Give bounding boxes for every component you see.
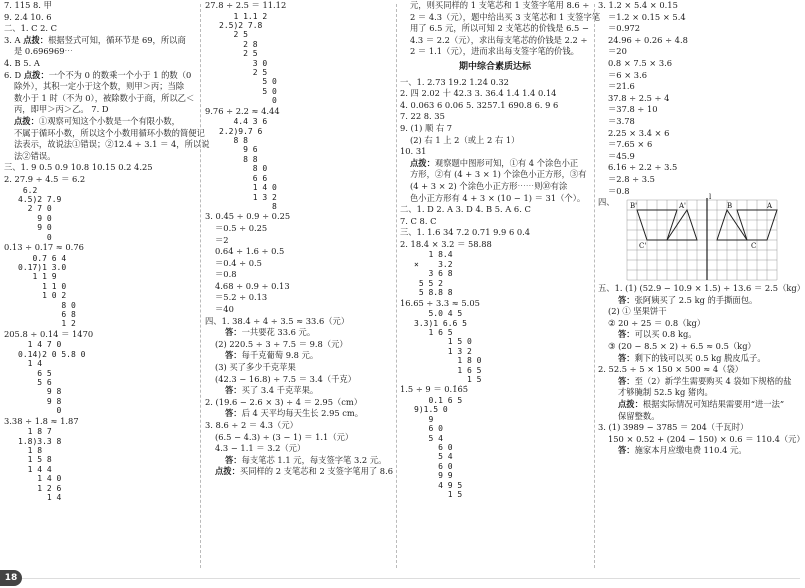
answer-line: 才够腌制 52.5 kg 猪肉。 [618,387,713,398]
answer-line: ＝5.2 ÷ 0.13 [215,292,268,303]
answer-line: ＝1.2 × 0.15 × 5.4 [608,11,686,22]
answer-line: 0.8 × 7.5 × 3.6 [608,57,673,68]
answer-line: 205.8 ÷ 0.14 ＝ 1470 [4,328,94,339]
answer-line: ＝6 × 3.6 [608,69,647,80]
column-1 [4,0,210,574]
answer-line: 一、1. 2.73 19.2 1.24 0.32 [400,76,509,87]
answer-line: ＝40 [215,304,234,315]
column-3 [400,0,601,574]
tip-label: 点拨： [23,69,49,80]
answer-line: 4.3 − 1.1 ＝ 3.2（元） [215,443,306,454]
answer-line: 答：张阿姨买了 2.5 kg 的手撕面包。 [618,294,758,305]
answer-line: 3.38 ÷ 1.8 ≈ 1.87 [4,415,79,426]
answer-line: 二、1. D 2. A 3. D 4. B 5. A 6. C [400,204,531,215]
answer-line: ＝0.4 ÷ 0.5 [215,257,262,268]
page-number: 18 [0,570,22,586]
answer-line: 答：至（2）新学生需要购买 4 袋如下规格的盐 [618,375,792,386]
long-division: 4.4 3 6 2.2)9.7 6 8 8 9 6 8 8 8 0 6 6 1 4 0 1 3 2 8 [219,117,277,211]
answer-line: ＝0.972 [608,23,641,34]
multiplication: 1 8.4 × 3.2 3 6 8 5 5 2 5 8.8 8 [414,250,453,298]
answer-line: 9. 2.4 10. 6 [4,11,52,22]
answer-line: 答：每千克葡萄 9.8 元。 [225,350,319,361]
answer-line: 27.8 ÷ 2.5 ＝ 11.12 [205,0,287,10]
answer-line: 二、1. C 2. C [4,23,58,34]
answer-line: 2 ＝ 1.1（元），进而求出每支签字笔的价钱。 [410,46,579,57]
answer-line: (4 + 3 × 2) 个涂色小正方形⋯⋯则⑩有涂 [410,180,568,191]
answer-line: ＝0.5 ÷ 0.25 [215,222,268,233]
answer-line: 2. 52.5 ÷ 5 × 150 × 500 ≈ 4（袋） [598,364,744,375]
answer-line: (2) 220.5 ÷ 3 ÷ 7.5 ＝ 9.8（元） [215,338,348,349]
answer-line: 三、1. 1.6 34 7.2 0.71 9.9 6 0.4 [400,227,531,238]
answer-line: ③ (20 − 8.5 × 2) ÷ 6.5 ≈ 0.5（kg） [608,341,756,352]
answer-line: 3. (1) 3989 − 3785 ＝ 204（千瓦时） [598,422,749,433]
answer-line: ＝21.6 [608,81,635,92]
long-division: 5.0 4 5 3.3)1 6.6 5 1 6 5 1 5 0 1 3 2 1 8 0 1 6 5 1 5 [414,309,482,384]
answer-line: 2. 27.9 ÷ 4.5 ＝ 6.2 [4,173,86,184]
answer-line: 2.25 × 3.4 × 6 [608,127,670,138]
answer-line: 点拨：观察题中图形可知，①有 4 个涂色小正 [410,157,579,168]
answer-line: 9. (1) 顺 右 7 [400,122,453,133]
answer-line: 答：每支笔芯 1.1 元，每支签字笔 3.2 元。 [225,454,387,465]
answer-line: 2. 四 2.02 十 42.3 3. 36.4 1.4 1.4 0.14 [400,88,557,99]
answer-line: 答：买了 3.4 千克苹果。 [225,385,319,396]
answer-line: ＝2 [215,234,229,245]
column-2 [205,0,393,574]
answer-line: 0.64 ÷ 1.6 ÷ 0.5 [215,246,285,257]
column-divider [396,4,397,568]
answer-line: (42.3 − 16.8) ÷ 7.5 ＝ 3.4（千克） [215,373,357,384]
answer-line: (6.5 − 4.3) ÷ (3 − 1) ＝ 1.1（元） [215,431,354,442]
answer-line: ＝0.8 [608,185,630,196]
answer-line: 五、1. (1) (52.9 − 10.9 × 1.5) ÷ 13.6 ＝ 2.5（kg） [598,283,805,294]
grid-label: B [726,202,732,211]
answer-line: 3. A 点拨：根据竖式可知，循环节是 69，所以商 [4,34,186,45]
long-division: 1 4 7 0 0.14)2 0 5.8 0 1 4 6 5 5 6 9 8 9 8 0 [18,340,86,416]
answer-line: 7. 115 8. 甲 [4,0,52,10]
answer-line: 除外），其积一定小于这个数，则甲＞丙；当除 [14,81,185,92]
long-division: 1 1.1 2 2.5)2 7.8 2 5 2 8 2 5 3 0 2 5 5 0 5 0 0 [219,11,277,106]
answer-line: 7. C 8. C [400,215,437,226]
answer-line: 答：可以买 0.8 kg。 [618,329,697,340]
tip-label: 点拨： [23,34,49,45]
answer-line: 3. 8.6 ÷ 2 ＝ 4.3（元） [205,420,298,430]
answer-line: 法②错误。 [14,150,56,161]
answer-line: 数小于 1 时（不为 0），被除数小于商，所以乙＜ [14,92,195,103]
column-divider [200,4,201,568]
answer-line: ＝45.9 [608,150,635,161]
answer-line: 0.13 ÷ 0.17 ≈ 0.76 [4,241,84,252]
section-title: 期中综合素质达标 [458,61,531,72]
footer-rule [22,578,800,579]
answer-line: ＝20 [608,46,627,57]
answer-line: 保留整数。 [618,410,660,421]
tip-label: 点拨： [14,115,39,126]
long-division: 1 8 7 1.8)3.3 8 1 8 1 5 8 1 4 4 1 4 0 1 2 6 1 4 [18,427,62,503]
answer-line: 三、1. 9 0.5 0.9 10.8 10.15 0.2 4.25 [4,162,153,173]
answer-line: ② 20 ÷ 25 ＝ 0.8（kg） [608,317,706,328]
answer-line: ＝37.8 ÷ 10 [608,104,658,115]
answer-line: 1.5 ÷ 9 ＝ 0.1̇6̇5̇ [400,384,469,395]
answer-line: 4.3 ＝ 2.2（元），求出每支笔芯的价钱是 2.2 ÷ [410,34,588,45]
answer-line: 四、 [598,197,615,208]
answer-line: ＝2.8 ÷ 3.5 [608,173,655,184]
grid-label: B' [629,202,637,211]
answer-line: 是 0.696969⋯ [14,46,73,57]
answer-line: ＝3.78 [608,115,635,126]
answer-line: 用了 6.5 元，所以可知 2 支笔芯的价钱是 6.5 − [410,23,589,34]
column-4 [598,0,805,574]
answer-line: ＝7.65 × 6 [608,139,653,150]
answer-line: 4. B 5. A [4,57,40,68]
long-division: 6.2 4.5)2 7.9 2 7 0 9 0 9 0 0 [18,185,62,242]
grid-label: C' [638,242,646,251]
answer-line: 6. D 点拨：一个不为 0 的数乘一个小于 1 的数（0 [4,69,192,80]
answer-line: 2. 18.4 × 3.2 ＝ 58.88 [400,238,492,249]
answer-line: ＝0.8 [215,269,237,280]
answer-line: 不属于循环小数，所以这个小数用循环小数的简便记 [14,127,205,138]
answer-line: 150 × 0.52 + (204 − 150) × 0.6 ＝ 110.4（元） [608,433,805,444]
answer-line: 点拨：买同样的 2 支笔芯和 2 支签字笔用了 8.6 [215,466,394,477]
answer-line: 2 ＝ 4.3（元），题中给出买 3 支笔芯和 1 支签字笔 [410,11,601,22]
long-division: 0.1 6 5 9)1.5 0 9 6 0 5 4 6 0 5 4 6 0 9 9 4 9 5 1 5 [414,395,463,499]
answer-line: 元，则买同样的 1 支笔芯和 1 支签字笔用 8.6 ÷ [410,0,590,10]
grid-label: l [708,193,711,202]
answer-line: 答：剩下的钱可以买 0.5 kg 脱皮瓜子。 [618,352,766,363]
answer-line: (3) 买了多少千克苹果 [215,362,296,373]
answer-line: 点拨：①观察可知这个小数是一个有限小数， [14,115,180,126]
answer-line: 方形，②有 (4 + 3 × 1) 个涂色小正方形，③有 [410,169,587,180]
grid-label: C [750,242,756,251]
answer-line: 4. 0.063 6 0.06 5. 3257.1 690.8 6. 9 6 [400,99,559,110]
answer-line: 答：一共要花 33.6 元。 [225,327,316,338]
answer-line: 法表示，故说法①错误；②12.4 ÷ 3.1 ＝ 4，所以说 [14,139,210,150]
answer-line: 6.16 ÷ 2.2 ÷ 3.5 [608,162,678,173]
answer-line: 答：后 4 天平均每天生长 2.95 cm。 [225,408,364,419]
answer-line: 点拨：根据实际情况可知结果需要用“进一法” [618,399,785,410]
answer-line: 37.8 ÷ 2.5 ÷ 4 [608,92,670,103]
answer-line: (2) 右 1 上 2（或上 2 右 1） [410,134,520,145]
answer-line: 10. 31 [400,146,427,157]
answer-line: 3. 1.2 × 5.4 × 0.15 [598,0,678,10]
grid-label: A [766,202,772,211]
long-division: 0.7 6 4 0.17)1 3.0 1 1 9 1 1 0 1 0 2 8 0 6 8 1 2 [18,253,76,329]
answer-line: 四、1. 38.4 ÷ 4 ÷ 3.5 ≈ 33.6（元） [205,315,350,326]
column-divider [594,4,595,568]
answer-line: 3. 0.45 ÷ 0.9 ÷ 0.25 [205,211,291,222]
answer-line: 丙，即甲＞丙＞乙。 7. D [14,104,109,115]
answer-line: 9.76 ÷ 2.2 ≈ 4.44 [205,105,280,116]
answer-line: 16.65 ÷ 3.3 ≈ 5.05 [400,297,480,308]
answer-line: (2) ① 坚果饼干 [608,306,667,317]
answer-line: 答：施家本月应缴电费 110.4 元。 [618,445,747,456]
answer-line: 4.68 ÷ 0.9 ÷ 0.13 [215,280,290,291]
grid-label: A' [678,202,686,211]
symmetry-grid-figure [627,193,777,280]
answer-line: 24.96 ÷ 0.26 ÷ 4.8 [608,34,688,45]
answer-line: 色小正方形有 4 + 3 × (10 − 1) ＝ 31（个）。 [410,192,586,203]
answer-line: 2. (19.6 − 2.6 × 3) ÷ 4 ＝ 2.95（cm） [205,396,363,407]
answer-line: 7. 22 8. 35 [400,111,445,122]
